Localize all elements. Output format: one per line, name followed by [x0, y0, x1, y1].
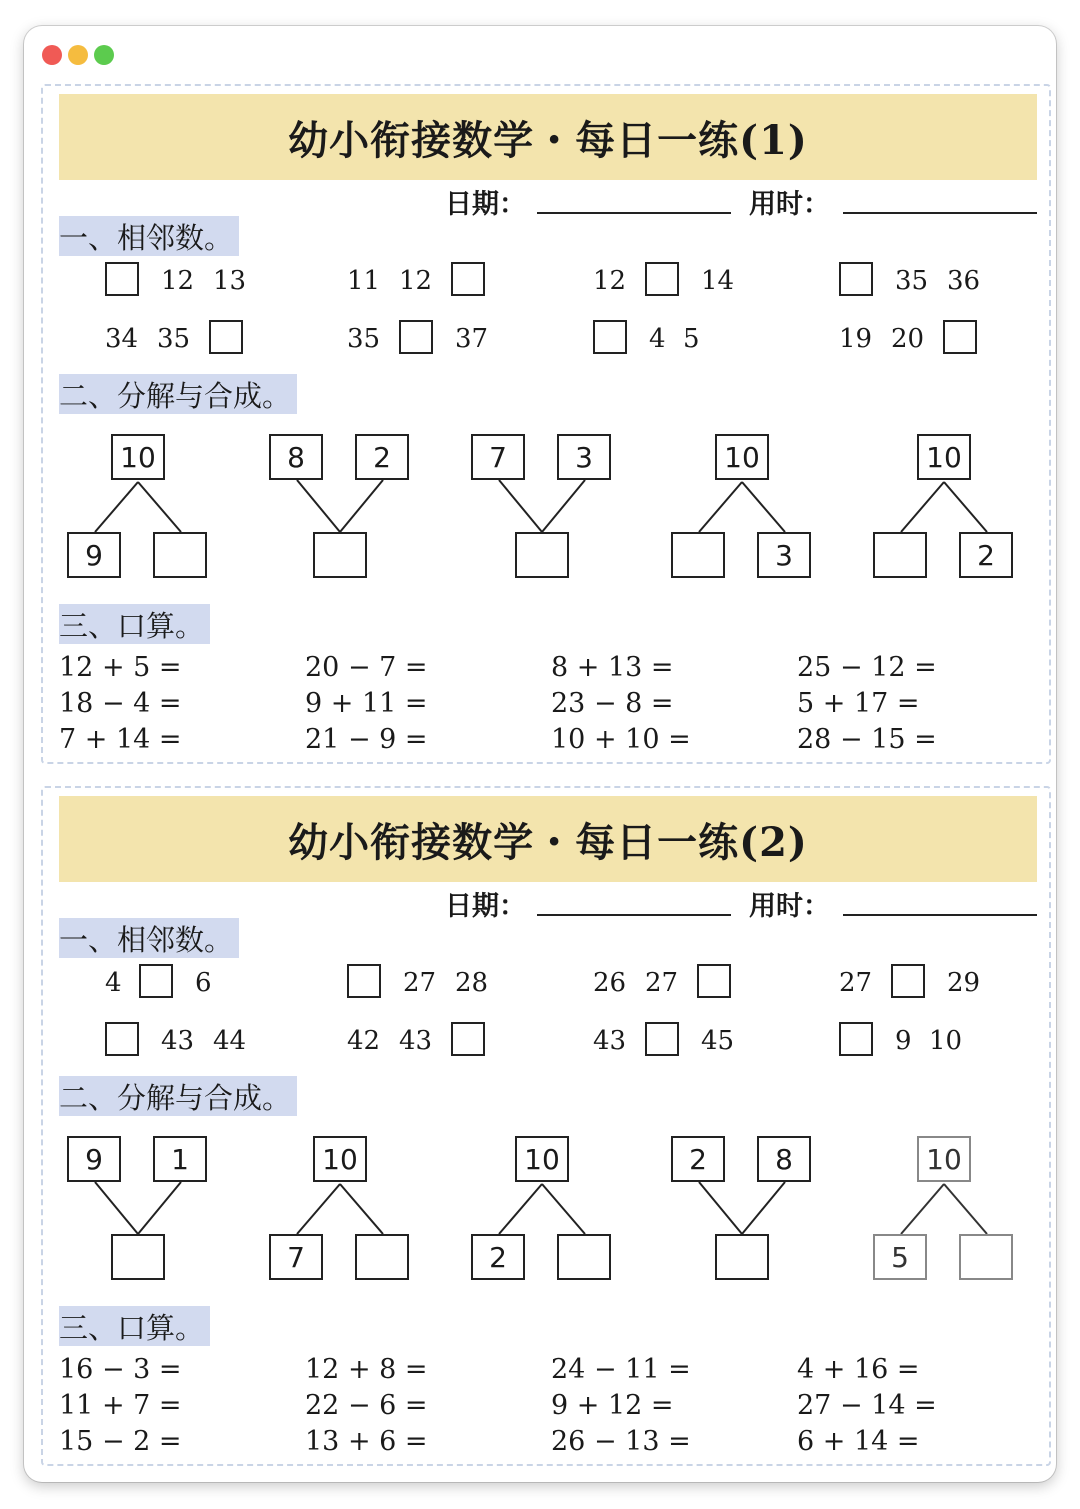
given-number: 43 [593, 1026, 627, 1056]
number-bond [873, 1134, 1015, 1284]
bond-line [138, 482, 181, 532]
given-number: 12 [399, 266, 433, 296]
bond-part-box: 1 [153, 1136, 207, 1182]
answer-box[interactable] [839, 1022, 873, 1056]
bond-part-box[interactable] [153, 532, 207, 578]
given-number: 29 [947, 968, 981, 998]
bond-part-box: 9 [67, 532, 121, 578]
answer-box[interactable] [347, 964, 381, 998]
equation: 18 − 4 = [59, 688, 182, 719]
bond-line [499, 1184, 542, 1234]
given-number: 34 [105, 324, 139, 354]
bond-line [944, 1184, 987, 1234]
time-label: 用时： [749, 189, 830, 220]
answer-box[interactable] [891, 964, 925, 998]
answer-box[interactable] [105, 262, 139, 296]
equation: 20 − 7 = [305, 652, 428, 683]
equation: 6 + 14 = [797, 1426, 920, 1457]
worksheet-1 [41, 84, 1051, 764]
number-bond [269, 432, 411, 582]
date-label: 日期： [445, 891, 526, 922]
number-bond [67, 432, 209, 582]
bond-line [742, 482, 785, 532]
given-number: 26 [593, 968, 627, 998]
bond-part-box: 2 [355, 434, 409, 480]
bond-part-box[interactable] [671, 532, 725, 578]
equation: 13 + 6 = [305, 1426, 428, 1457]
given-number: 27 [403, 968, 437, 998]
bond-whole-box: 10 [917, 1136, 971, 1182]
bond-line [95, 1182, 138, 1234]
answer-box[interactable] [839, 262, 873, 296]
number-bond [471, 1134, 613, 1284]
bond-line [699, 1182, 742, 1234]
given-number: 45 [701, 1026, 735, 1056]
bond-line [95, 482, 138, 532]
bond-part-box: 8 [757, 1136, 811, 1182]
time-field[interactable] [843, 212, 1037, 214]
worksheet-title: 幼小衔接数学・每日一练(2) [59, 796, 1037, 882]
equation: 23 − 8 = [551, 688, 674, 719]
bond-line [138, 1182, 181, 1234]
bond-whole-box[interactable] [715, 1234, 769, 1280]
equation: 9 + 12 = [551, 1390, 674, 1421]
bond-part-box[interactable] [873, 532, 927, 578]
given-number: 44 [213, 1026, 247, 1056]
maximize-window-button[interactable] [94, 45, 114, 65]
answer-box[interactable] [105, 1022, 139, 1056]
bond-part-box: 2 [959, 532, 1013, 578]
bond-whole-box: 10 [715, 434, 769, 480]
given-number: 43 [399, 1026, 433, 1056]
number-bond [671, 1134, 813, 1284]
section-decompose-heading: 二、分解与合成。 [59, 374, 297, 414]
bond-line [542, 480, 585, 532]
section-mental-math-heading: 三、口算。 [59, 604, 210, 644]
section-mental-math-heading: 三、口算。 [59, 1306, 210, 1346]
bond-line [297, 480, 340, 532]
given-number: 43 [161, 1026, 195, 1056]
answer-box[interactable] [139, 964, 173, 998]
date-label: 日期： [445, 189, 526, 220]
given-number: 12 [593, 266, 627, 296]
given-number: 12 [161, 266, 195, 296]
bond-line [499, 480, 542, 532]
section-decompose-heading: 二、分解与合成。 [59, 1076, 297, 1116]
given-number: 5 [683, 324, 700, 354]
given-number: 42 [347, 1026, 381, 1056]
bond-whole-box[interactable] [111, 1234, 165, 1280]
worksheet-title: 幼小衔接数学・每日一练(1) [59, 94, 1037, 180]
equation: 10 + 10 = [551, 724, 691, 755]
equation: 22 − 6 = [305, 1390, 428, 1421]
given-number: 27 [839, 968, 873, 998]
bond-part-box: 2 [671, 1136, 725, 1182]
date-field[interactable] [537, 212, 731, 214]
bond-part-box[interactable] [355, 1234, 409, 1280]
given-number: 9 [895, 1026, 912, 1056]
given-number: 4 [105, 968, 122, 998]
bond-whole-box: 10 [111, 434, 165, 480]
equation: 16 − 3 = [59, 1354, 182, 1385]
given-number: 35 [895, 266, 929, 296]
answer-box[interactable] [451, 262, 485, 296]
section-neighbors-heading: 一、相邻数。 [59, 216, 239, 256]
answer-box[interactable] [645, 1022, 679, 1056]
given-number: 37 [455, 324, 489, 354]
given-number: 13 [213, 266, 247, 296]
bond-part-box: 7 [269, 1234, 323, 1280]
equation: 26 − 13 = [551, 1426, 691, 1457]
number-bond [67, 1134, 209, 1284]
section-neighbors-heading: 一、相邻数。 [59, 918, 239, 958]
bond-part-box: 3 [557, 434, 611, 480]
bond-whole-box: 10 [313, 1136, 367, 1182]
time-field[interactable] [843, 914, 1037, 916]
answer-box[interactable] [943, 320, 977, 354]
equation: 7 + 14 = [59, 724, 182, 755]
bond-line [901, 1184, 944, 1234]
bond-part-box[interactable] [557, 1234, 611, 1280]
given-number: 11 [347, 266, 381, 296]
bond-whole-box: 10 [515, 1136, 569, 1182]
equation: 12 + 8 = [305, 1354, 428, 1385]
number-bond [471, 432, 613, 582]
equation: 4 + 16 = [797, 1354, 920, 1385]
equation: 9 + 11 = [305, 688, 428, 719]
bond-part-box: 3 [757, 532, 811, 578]
equation: 28 − 15 = [797, 724, 937, 755]
given-number: 20 [891, 324, 925, 354]
given-number: 28 [455, 968, 489, 998]
given-number: 4 [649, 324, 666, 354]
answer-box[interactable] [593, 320, 627, 354]
close-window-button[interactable] [42, 45, 62, 65]
answer-box[interactable] [645, 262, 679, 296]
given-number: 27 [645, 968, 679, 998]
answer-box[interactable] [209, 320, 243, 354]
bond-part-box: 8 [269, 434, 323, 480]
equation: 5 + 17 = [797, 688, 920, 719]
bond-whole-box[interactable] [515, 532, 569, 578]
number-bond [671, 432, 813, 582]
bond-line [340, 480, 383, 532]
bond-line [944, 482, 987, 532]
given-number: 10 [929, 1026, 963, 1056]
equation: 15 − 2 = [59, 1426, 182, 1457]
given-number: 35 [157, 324, 191, 354]
bond-line [542, 1184, 585, 1234]
bond-line [699, 482, 742, 532]
given-number: 14 [701, 266, 735, 296]
equation: 12 + 5 = [59, 652, 182, 683]
bond-part-box: 9 [67, 1136, 121, 1182]
answer-box[interactable] [451, 1022, 485, 1056]
bond-line [901, 482, 944, 532]
given-number: 19 [839, 324, 873, 354]
equation: 11 + 7 = [59, 1390, 182, 1421]
equation: 24 − 11 = [551, 1354, 691, 1385]
equation: 25 − 12 = [797, 652, 937, 683]
bond-line [297, 1184, 340, 1234]
date-field[interactable] [537, 914, 731, 916]
worksheet-2 [41, 786, 1051, 1466]
bond-line [742, 1182, 785, 1234]
given-number: 36 [947, 266, 981, 296]
bond-line [340, 1184, 383, 1234]
minimize-window-button[interactable] [68, 45, 88, 65]
equation: 8 + 13 = [551, 652, 674, 683]
bond-whole-box: 10 [917, 434, 971, 480]
bond-part-box: 2 [471, 1234, 525, 1280]
equation: 27 − 14 = [797, 1390, 937, 1421]
given-number: 35 [347, 324, 381, 354]
answer-box[interactable] [399, 320, 433, 354]
bond-part-box: 7 [471, 434, 525, 480]
bond-part-box: 5 [873, 1234, 927, 1280]
time-label: 用时： [749, 891, 830, 922]
number-bond [873, 432, 1015, 582]
bond-part-box[interactable] [959, 1234, 1013, 1280]
bond-whole-box[interactable] [313, 532, 367, 578]
answer-box[interactable] [697, 964, 731, 998]
number-bond [269, 1134, 411, 1284]
equation: 21 − 9 = [305, 724, 428, 755]
given-number: 6 [195, 968, 212, 998]
